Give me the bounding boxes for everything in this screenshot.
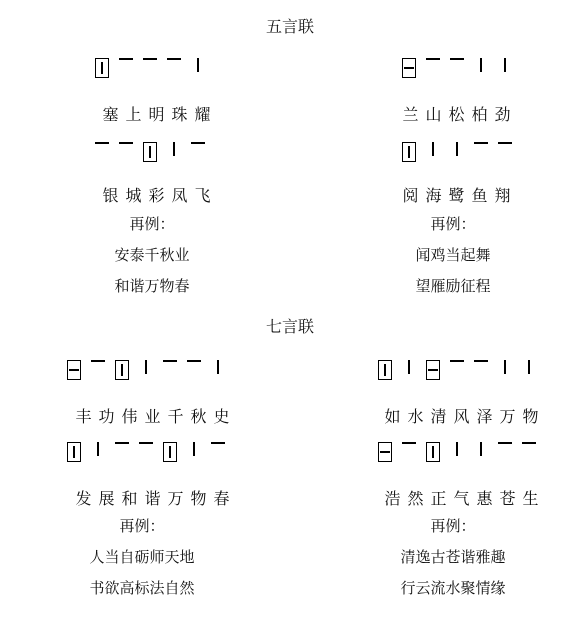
- couplet-line-seven-right-1: 如水清风泽万物: [384, 407, 546, 426]
- couplet-line-seven-right-2: 浩然正气惠苍生: [384, 489, 546, 508]
- ping-tone-mark: [145, 360, 147, 374]
- ze-tone-mark: [474, 360, 488, 362]
- example-label-seven-left: 再例：: [119, 517, 165, 535]
- example-line-five-left-1: 安泰千秋业: [114, 246, 190, 264]
- tone-pattern-five-right-2: [402, 142, 522, 168]
- example-label-five-right: 再例：: [430, 215, 476, 233]
- example-line-five-right-2: 望雁励征程: [415, 277, 491, 295]
- couplet-line-five-right-2: 阅海鹭鱼翔: [402, 186, 518, 205]
- boxed-ping-tone-mark: [378, 360, 392, 380]
- boxed-ze-tone-mark: [426, 360, 440, 380]
- example-line-five-right-1: 闻鸡当起舞: [415, 246, 491, 264]
- example-label-seven-right: 再例：: [430, 517, 476, 535]
- couplet-line-seven-left-1: 丰功伟业千秋史: [75, 407, 237, 426]
- tone-pattern-seven-left-2: [67, 442, 237, 468]
- boxed-ze-tone-mark: [67, 360, 81, 380]
- boxed-ping-tone-mark: [115, 360, 129, 380]
- ping-tone-mark: [456, 442, 458, 456]
- ze-tone-mark: [211, 442, 225, 444]
- ping-tone-mark: [480, 442, 482, 456]
- tone-pattern-seven-right-1: [378, 360, 548, 386]
- ping-tone-mark: [504, 58, 506, 72]
- tone-pattern-seven-right-2: [378, 442, 548, 468]
- example-line-seven-right-1: 清逸古苍谐雅趣: [400, 548, 506, 566]
- ze-tone-mark: [187, 360, 201, 362]
- ze-tone-mark: [167, 58, 181, 60]
- ze-tone-mark: [143, 58, 157, 60]
- boxed-ping-tone-mark: [143, 142, 157, 162]
- ping-tone-mark: [193, 442, 195, 456]
- ze-tone-mark: [450, 58, 464, 60]
- example-label-five-left: 再例：: [129, 215, 175, 233]
- boxed-ping-tone-mark: [67, 442, 81, 462]
- ze-tone-mark: [474, 142, 488, 144]
- ze-tone-mark: [426, 58, 440, 60]
- ze-tone-mark: [498, 442, 512, 444]
- tone-pattern-five-right-1: [402, 58, 522, 84]
- ping-tone-mark: [528, 360, 530, 374]
- boxed-ping-tone-mark: [163, 442, 177, 462]
- ze-tone-mark: [163, 360, 177, 362]
- example-line-seven-left-1: 人当自砺师天地: [89, 548, 195, 566]
- example-line-five-left-2: 和谐万物春: [114, 277, 190, 295]
- boxed-ze-tone-mark: [378, 442, 392, 462]
- ze-tone-mark: [115, 442, 129, 444]
- ze-tone-mark: [402, 442, 416, 444]
- ping-tone-mark: [480, 58, 482, 72]
- ping-tone-mark: [408, 360, 410, 374]
- ze-tone-mark: [522, 442, 536, 444]
- ze-tone-mark: [450, 360, 464, 362]
- ze-tone-mark: [191, 142, 205, 144]
- tone-pattern-five-left-2: [95, 142, 215, 168]
- boxed-ping-tone-mark: [95, 58, 109, 78]
- boxed-ze-tone-mark: [402, 58, 416, 78]
- ping-tone-mark: [217, 360, 219, 374]
- ze-tone-mark: [498, 142, 512, 144]
- ze-tone-mark: [95, 142, 109, 144]
- ze-tone-mark: [119, 142, 133, 144]
- couplet-line-five-right-1: 兰山松柏劲: [402, 105, 518, 124]
- ping-tone-mark: [504, 360, 506, 374]
- couplet-line-seven-left-2: 发展和谐万物春: [75, 489, 237, 508]
- boxed-ping-tone-mark: [402, 142, 416, 162]
- ping-tone-mark: [97, 442, 99, 456]
- tone-pattern-seven-left-1: [67, 360, 237, 386]
- ze-tone-mark: [119, 58, 133, 60]
- section-title-five-char: 五言联: [265, 17, 314, 36]
- ze-tone-mark: [91, 360, 105, 362]
- tone-pattern-five-left-1: [95, 58, 215, 84]
- ping-tone-mark: [173, 142, 175, 156]
- boxed-ping-tone-mark: [426, 442, 440, 462]
- ping-tone-mark: [456, 142, 458, 156]
- couplet-line-five-left-2: 银城彩凤飞: [102, 186, 218, 205]
- couplet-line-five-left-1: 塞上明珠耀: [102, 105, 218, 124]
- example-line-seven-right-2: 行云流水聚情缘: [400, 579, 506, 597]
- ze-tone-mark: [139, 442, 153, 444]
- section-title-seven-char: 七言联: [265, 317, 314, 336]
- example-line-seven-left-2: 书欲高标法自然: [89, 579, 195, 597]
- ping-tone-mark: [197, 58, 199, 72]
- ping-tone-mark: [432, 142, 434, 156]
